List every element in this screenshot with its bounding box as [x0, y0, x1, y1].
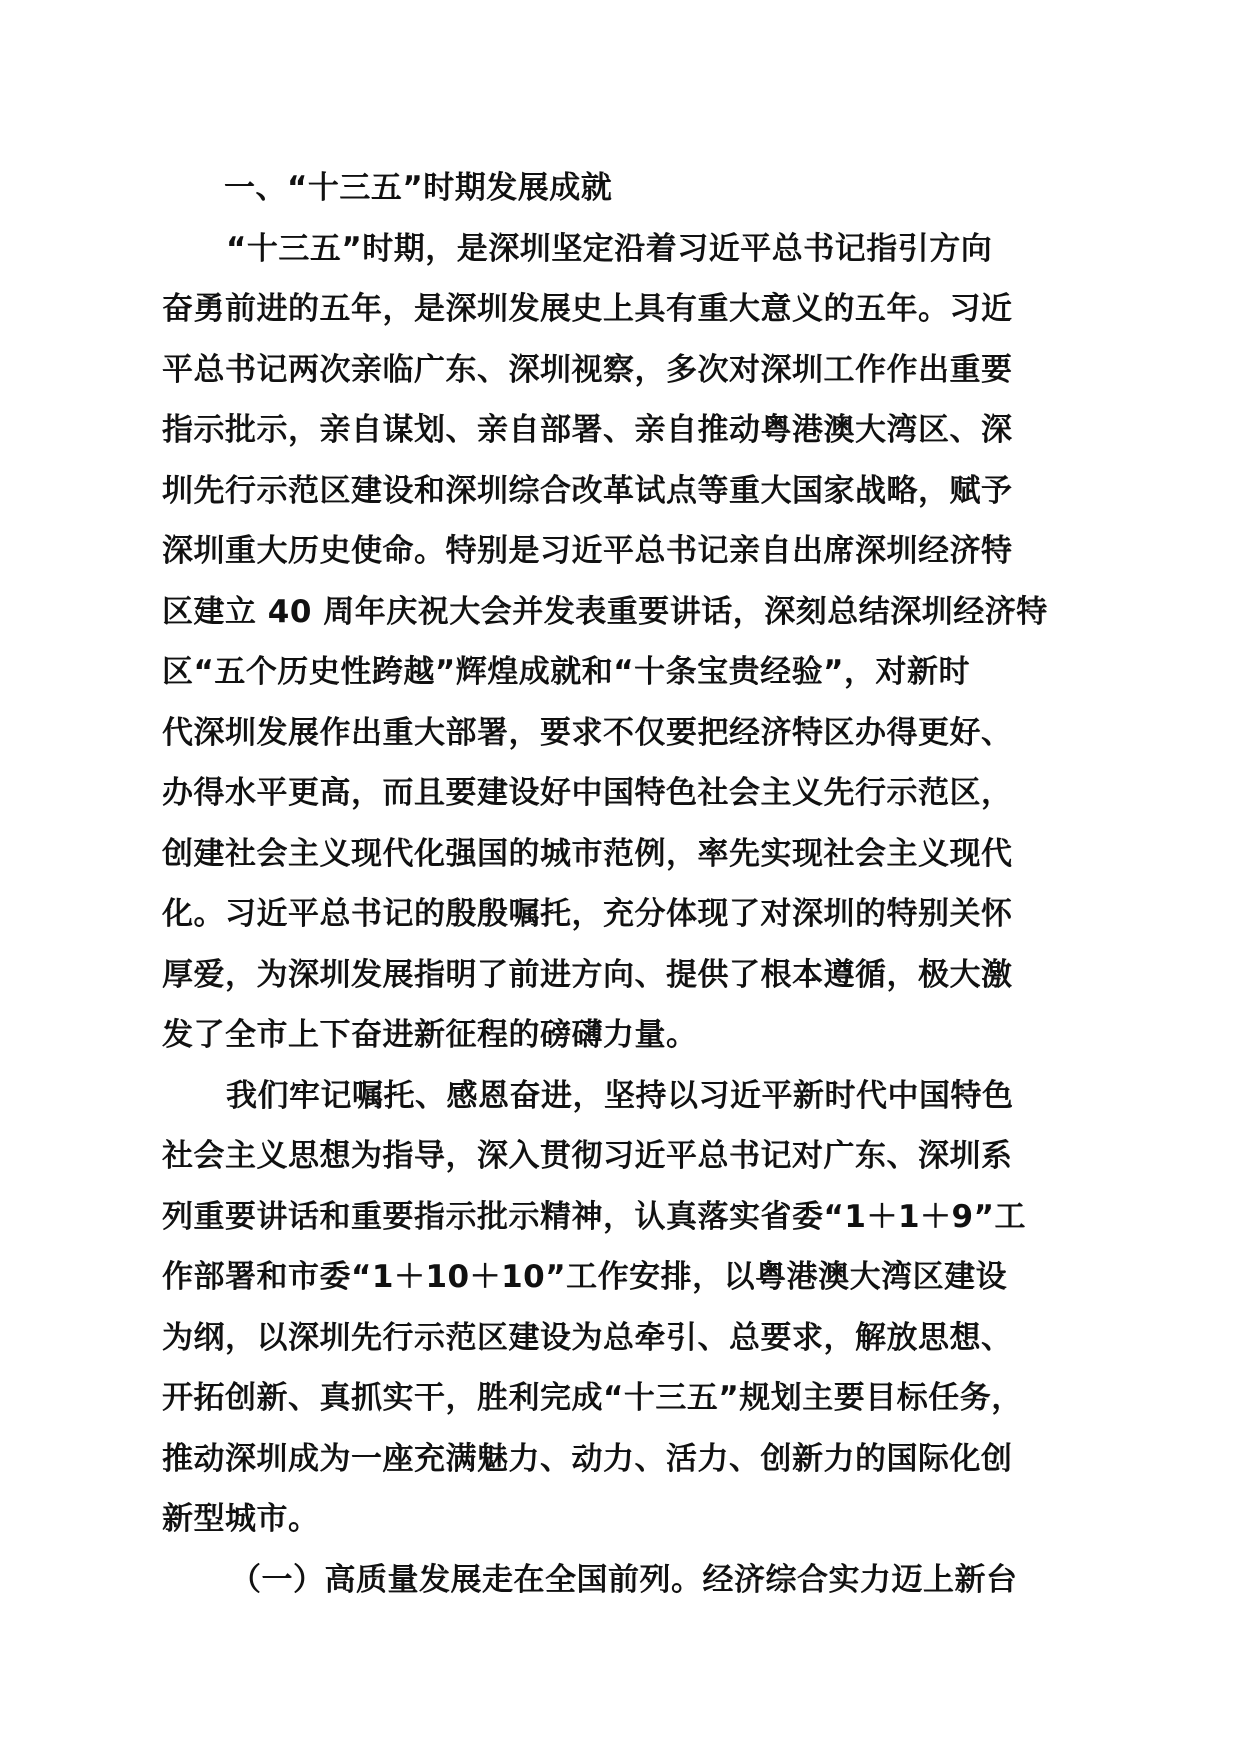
- section-heading: 一、“十三五”时期发展成就: [224, 170, 613, 206]
- paragraph-2: [162, 1066, 1092, 1550]
- paragraph-line: 厚爱，为深圳发展指明了前进方向、提供了根本遵循，极大激: [162, 956, 1013, 993]
- paragraph-line: 列重要讲话和重要指示批示精神，认真落实省委“1＋1＋9”工: [162, 1198, 1026, 1235]
- paragraph-line: 为纲，以深圳先行示范区建设为总牵引、总要求，解放思想、: [162, 1319, 1013, 1356]
- document-body: [162, 158, 1092, 1610]
- paragraph-line: 作部署和市委“1＋10＋10”工作安排，以粤港澳大湾区建设: [162, 1259, 1008, 1295]
- paragraph-line: 奋勇前进的五年，是深圳发展史上具有重大意义的五年。习近: [162, 291, 1013, 327]
- paragraph-line: 开拓创新、真抓实干，胜利完成“十三五”规划主要目标任务，: [162, 1380, 1023, 1416]
- paragraph-1: [162, 219, 1092, 1066]
- paragraph-line: 指示批示，亲自谋划、亲自部署、亲自推动粤港澳大湾区、深: [162, 412, 1013, 448]
- paragraph-line: “十三五”时期，是深圳坚定沿着习近平总书记指引方向: [226, 230, 993, 267]
- paragraph-line: 代深圳发展作出重大部署，要求不仅要把经济特区办得更好、: [162, 714, 1013, 751]
- paragraph-line: 发了全市上下奋进新征程的磅礴力量。: [162, 1017, 698, 1053]
- paragraph-line: 深圳重大历史使命。特别是习近平总书记亲自出席深圳经济特: [162, 533, 1013, 569]
- paragraph-line: 区建立 40 周年庆祝大会并发表重要讲话，深刻总结深圳经济特: [162, 593, 1048, 630]
- paragraph-line: 推动深圳成为一座充满魅力、动力、活力、创新力的国际化创: [162, 1440, 1013, 1477]
- paragraph-line: 新型城市。: [162, 1501, 320, 1537]
- paragraph-line: 区“五个历史性跨越”辉煌成就和“十条宝贵经验”，对新时: [162, 654, 970, 690]
- paragraph-line: 办得水平更高，而且要建设好中国特色社会主义先行示范区，: [162, 775, 1013, 811]
- paragraph-line: 我们牢记嘱托、感恩奋进，坚持以习近平新时代中国特色: [226, 1077, 1014, 1114]
- subsection-heading: （一）高质量发展走在全国前列。经济综合实力迈上新台: [230, 1561, 1018, 1598]
- paragraph-line: 平总书记两次亲临广东、深圳视察，多次对深圳工作作出重要: [162, 351, 1013, 388]
- paragraph-line: 化。习近平总书记的殷殷嘱托，充分体现了对深圳的特别关怀: [162, 896, 1013, 932]
- paragraph-line: 圳先行示范区建设和深圳综合改革试点等重大国家战略，赋予: [162, 472, 1013, 509]
- paragraph-line: 社会主义思想为指导，深入贯彻习近平总书记对广东、深圳系: [162, 1138, 1013, 1174]
- paragraph-line: 创建社会主义现代化强国的城市范例，率先实现社会主义现代: [162, 835, 1013, 872]
